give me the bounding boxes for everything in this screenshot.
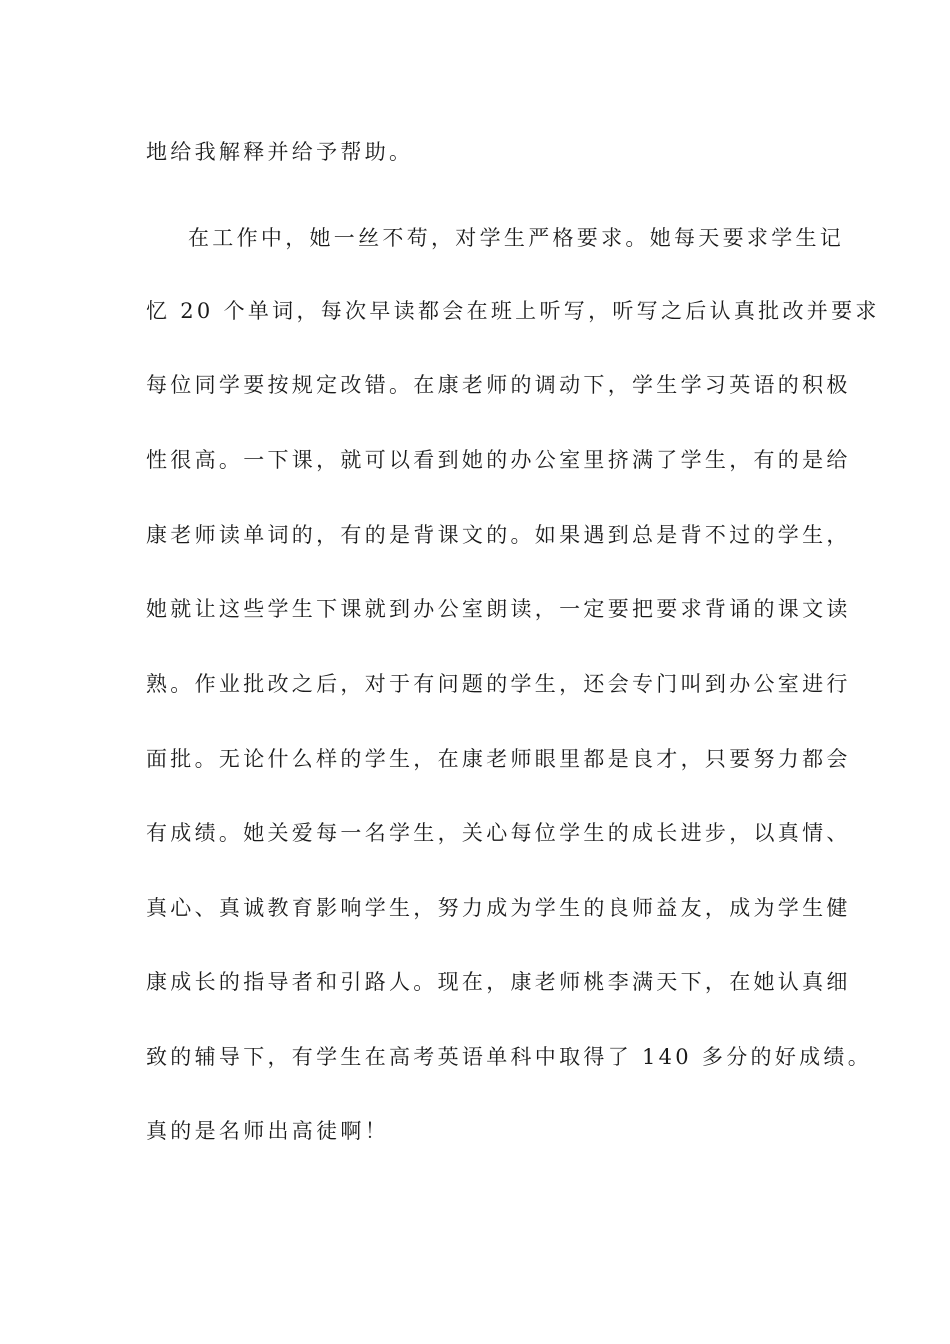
text-line: 真的是名师出高徒啊！ (146, 1119, 389, 1143)
text-line: 性很高。一下课，就可以看到她的办公室里挤满了学生，有的是给 (146, 448, 851, 472)
text-line: 地给我解释并给予帮助。 (146, 140, 414, 164)
text-line: 面批。无论什么样的学生，在康老师眼里都是良才，只要努力都会 (146, 747, 851, 771)
paragraph-first-line: 在工作中，她一丝不苟，对学生严格要求。她每天要求学生记 (188, 226, 845, 250)
text-line: 熟。作业批改之后，对于有问题的学生，还会专门叫到办公室进行 (146, 672, 851, 696)
text-line: 她就让这些学生下课就到办公室朗读，一定要把要求背诵的课文读 (146, 597, 851, 621)
text-line: 康老师读单词的，有的是背课文的。如果遇到总是背不过的学生， (146, 523, 851, 547)
text-line: 康成长的指导者和引路人。现在，康老师桃李满天下，在她认真细 (146, 970, 851, 994)
text-line: 有成绩。她关爱每一名学生，关心每位学生的成长进步，以真情、 (146, 821, 851, 845)
text-line: 每位同学要按规定改错。在康老师的调动下，学生学习英语的积极 (146, 373, 851, 397)
text-line: 真心、真诚教育影响学生，努力成为学生的良师益友，成为学生健 (146, 896, 851, 920)
text-line: 忆 20 个单词，每次早读都会在班上听写，听写之后认真批改并要求 (146, 299, 880, 323)
text-line: 致的辅导下，有学生在高考英语单科中取得了 140 多分的好成绩。 (146, 1045, 873, 1069)
